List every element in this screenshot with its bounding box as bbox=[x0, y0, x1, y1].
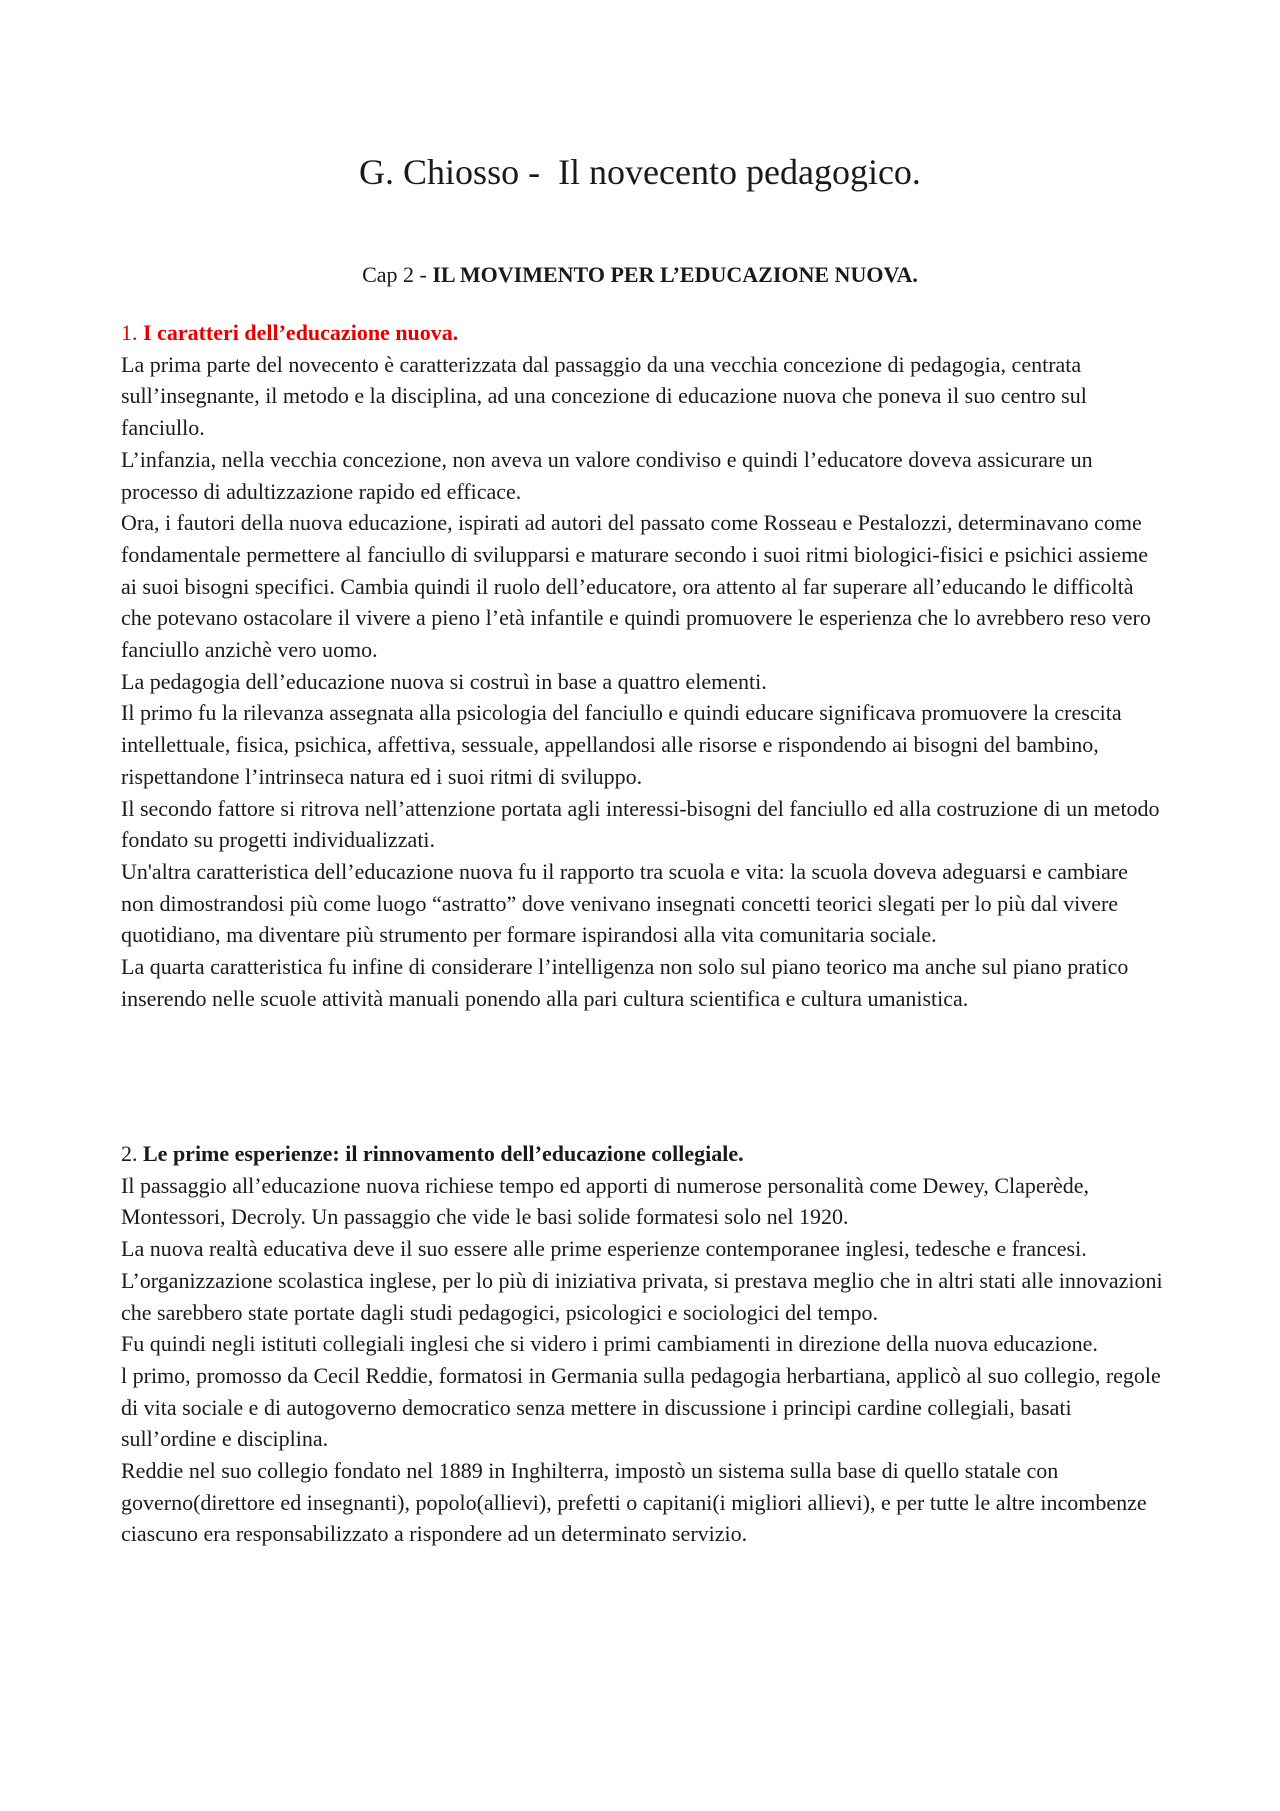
document-title: G. Chiosso - Il novecento pedagogico. bbox=[359, 152, 921, 192]
paragraph: L’organizzazione scolastica inglese, per lo più di iniziativa privata, si prestava meglio che in altri stati alle innovazioni che sarebbero state portate dagli studi pedagogici, psicologici e sociologici del tempo. bbox=[121, 1267, 1163, 1325]
section-title: Le prime esperienze: il rinnovamento dell’educazione collegiale. bbox=[143, 1141, 744, 1166]
section-number: 2. bbox=[121, 1141, 143, 1166]
paragraph: La pedagogia dell’educazione nuova si costruì in base a quattro elementi. bbox=[121, 668, 767, 694]
paragraph: La quarta caratteristica fu infine di considerare l’intelligenza non solo sul piano teorico ma anche sul piano pratico inserendo nelle scuole attività manuali ponendo alla pari cultura scientifica e cultura umanistica. bbox=[121, 954, 1129, 1011]
paragraph: La prima parte del novecento è caratterizzata dal passaggio da una vecchia concezione di pedagogia, centrata sull’insegnante, il metodo e la disciplina, ad una concezione di educazione nuova che poneva il suo centro sul fanciullo. bbox=[121, 351, 1087, 441]
paragraph: l primo, promosso da Cecil Reddie, formatosi in Germania sulla pedagogia herbartiana, applicò al suo collegio, regole di vita sociale e di autogoverno democratico senza mettere in discussione i principi cardine collegiali, basati sull’ordine e disciplina. bbox=[121, 1362, 1161, 1452]
paragraph: Fu quindi negli istituti collegiali inglesi che si videro i primi cambiamenti in direzione della nuova educazione. bbox=[121, 1331, 1098, 1357]
section-1 bbox=[121, 317, 1166, 1014]
paragraph: Reddie nel suo collegio fondato nel 1889 in Inghilterra, impostò un sistema sulla base di quello statale con governo(direttore ed insegnanti), popolo(allievi), prefetti o capitani(i migliori allievi), e per tutte le altre incombenze ciascuno era responsabilizzato a rispondere ad un determinato servizio. bbox=[121, 1458, 1147, 1547]
section-number: 1. bbox=[121, 320, 143, 345]
paragraph: Un'altra caratteristica dell’educazione nuova fu il rapporto tra scuola e vita: la scuola doveva adeguarsi e cambiare non dimostrandosi più come luogo “astratto” dove venivano insegnati concetti teorici slegati per lo più dal vivere quotidiano, ma diventare più strumento per formare ispirandosi alla vita comunitaria sociale. bbox=[121, 858, 1128, 948]
chapter-title: IL MOVIMENTO PER L’EDUCAZIONE NUOVA. bbox=[432, 262, 918, 287]
section-1-heading bbox=[121, 317, 1166, 349]
paragraph: La nuova realtà educativa deve il suo essere alle prime esperienze contemporanee inglesi, tedesche e francesi. bbox=[121, 1236, 1087, 1262]
chapter-prefix: Cap 2 - bbox=[362, 262, 433, 287]
section-2 bbox=[121, 1138, 1166, 1550]
paragraph: Il secondo fattore si ritrova nell’attenzione portata agli interessi-bisogni del fanciullo ed alla costruzione di un metodo fondato su progetti individualizzati. bbox=[121, 795, 1160, 853]
chapter-heading bbox=[0, 260, 1280, 290]
paragraph: Il passaggio all’educazione nuova richiese tempo ed apporti di numerose personalità come Dewey, Claperède, Montessori, Decroly. Un passaggio che vide le basi solide formatesi solo nel 1920. bbox=[121, 1172, 1090, 1230]
paragraph: Il primo fu la rilevanza assegnata alla psicologia del fanciullo e quindi educare significava promuovere la crescita intellettuale, fisica, psichica, affettiva, sessuale, appellandosi alle risorse e rispondendo ai bisogni del bambino, rispettandone l’intrinseca natura ed i suoi ritmi di sviluppo. bbox=[121, 700, 1122, 789]
paragraph: Ora, i fautori della nuova educazione, ispirati ad autori del passato come Rosseau e Pestalozzi, determinavano come fondamentale permettere al fanciullo di svilupparsi e maturare secondo i suoi ritmi biologici-fisici e psichici assieme ai suoi bisogni specifici. Cambia quindi il ruolo dell’educatore, ora attento al far superare all’educando le difficoltà che potevano ostacolare il vivere a pieno l’età infantile e quindi promuovere le esperienza che lo avrebbero reso vero fanciullo anzichè vero uomo. bbox=[121, 510, 1151, 663]
paragraph: L’infanzia, nella vecchia concezione, non aveva un valore condiviso e quindi l’educatore doveva assicurare un processo di adultizzazione rapido ed efficace. bbox=[121, 446, 1093, 504]
section-2-heading bbox=[121, 1138, 1166, 1170]
section-title: I caratteri dell’educazione nuova. bbox=[143, 320, 459, 345]
